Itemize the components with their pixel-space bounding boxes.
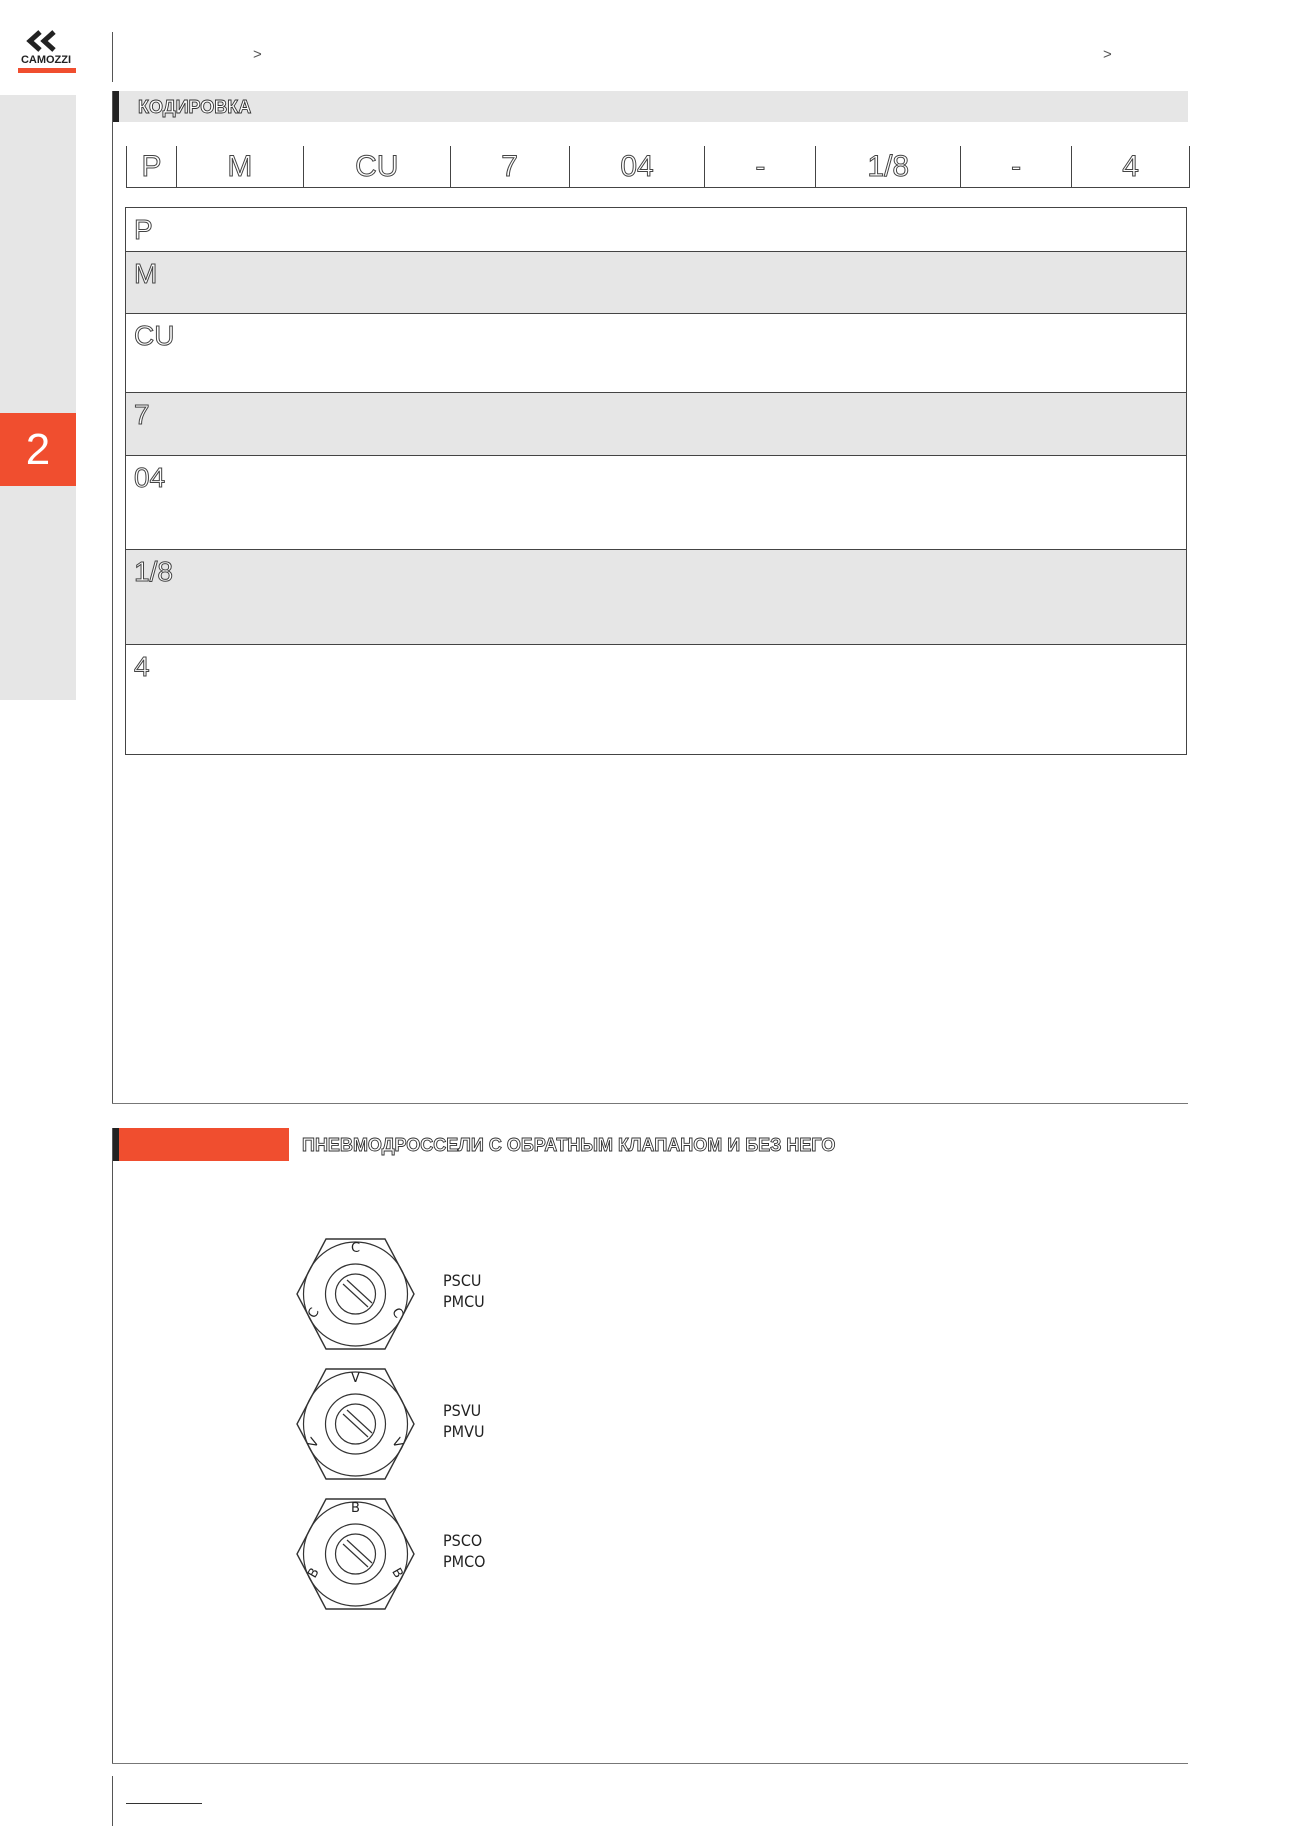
code-cell: P	[127, 146, 177, 187]
valve-drawing	[293, 1367, 418, 1482]
legend-code: 1/8	[134, 556, 173, 587]
hex-nut-icon	[293, 1497, 418, 1612]
legend-code: M	[134, 258, 158, 289]
legend-row	[126, 393, 1186, 456]
code-cell: 1/8	[816, 146, 961, 187]
valve-letter: V	[305, 1435, 323, 1451]
legend-row	[126, 208, 1186, 252]
code-cell: -	[705, 146, 816, 187]
valve-letter: C	[388, 1305, 406, 1321]
footer-divider	[112, 1776, 113, 1826]
flow-section-title: ПНЕВМОДРОССЕЛИ С ОБРАТНЫМ КЛАПАНОМ И БЕЗ НЕГО	[302, 1135, 836, 1155]
valve-drawing	[293, 1237, 418, 1352]
footer-page-line	[126, 1803, 202, 1804]
frame-left-lower	[112, 1128, 113, 1764]
legend-code: 7	[134, 399, 150, 430]
coding-title: КОДИРОВКА	[138, 97, 252, 117]
legend-row	[126, 456, 1186, 550]
coding-header-mark	[113, 91, 119, 122]
breadcrumb-right[interactable]: >	[1103, 46, 1112, 63]
side-strip	[0, 95, 76, 700]
valve-code: PMCU	[443, 1292, 485, 1311]
code-cell: M	[177, 146, 304, 187]
valve-letter: C	[350, 1241, 361, 1256]
brand-name: CAMOZZI	[20, 54, 72, 66]
code-cell: -	[961, 146, 1072, 187]
valve-code: PSCO	[443, 1531, 483, 1550]
legend-row	[126, 314, 1186, 393]
frame-bottom-lower	[112, 1763, 1188, 1764]
legend-row	[126, 645, 1186, 754]
valve-letter: V	[351, 1371, 360, 1386]
logo-underline	[18, 68, 76, 73]
valve-code: PMCO	[443, 1552, 486, 1571]
valve-code: PSCU	[443, 1271, 482, 1290]
frame-left-upper	[112, 91, 113, 1104]
coding-section-header	[113, 91, 1188, 122]
valve-letter: C	[305, 1305, 323, 1321]
legend-code: P	[134, 214, 153, 245]
legend-code: CU	[134, 320, 175, 351]
coding-legend-table	[125, 207, 1187, 755]
valve-code: PMVU	[443, 1422, 485, 1441]
code-cell: 04	[570, 146, 706, 187]
code-cell: CU	[304, 146, 451, 187]
valve-letter: V	[388, 1435, 406, 1451]
breadcrumb-left[interactable]: >	[253, 46, 262, 63]
legend-code: 04	[134, 462, 166, 493]
valve-letter: B	[351, 1501, 360, 1516]
valve-letter: B	[388, 1565, 406, 1581]
valve-label-group	[443, 1530, 485, 1572]
header-divider	[112, 32, 113, 82]
legend-row	[126, 550, 1186, 645]
frame-bottom-upper	[112, 1103, 1188, 1104]
code-cell: 7	[451, 146, 570, 187]
code-row	[126, 146, 1190, 188]
valve-letter: B	[305, 1565, 323, 1581]
code-cell: 4	[1072, 146, 1190, 187]
flow-section-accent	[119, 1128, 289, 1161]
chapter-tab[interactable]: 2	[0, 413, 76, 486]
valve-label-group	[443, 1400, 484, 1442]
valve-code: PSVU	[443, 1401, 482, 1420]
valve-label-group	[443, 1270, 485, 1312]
valve-drawing	[293, 1497, 418, 1612]
hex-nut-icon	[293, 1367, 418, 1482]
legend-row	[126, 252, 1186, 314]
hex-nut-icon	[293, 1237, 418, 1352]
legend-code: 4	[134, 651, 150, 682]
